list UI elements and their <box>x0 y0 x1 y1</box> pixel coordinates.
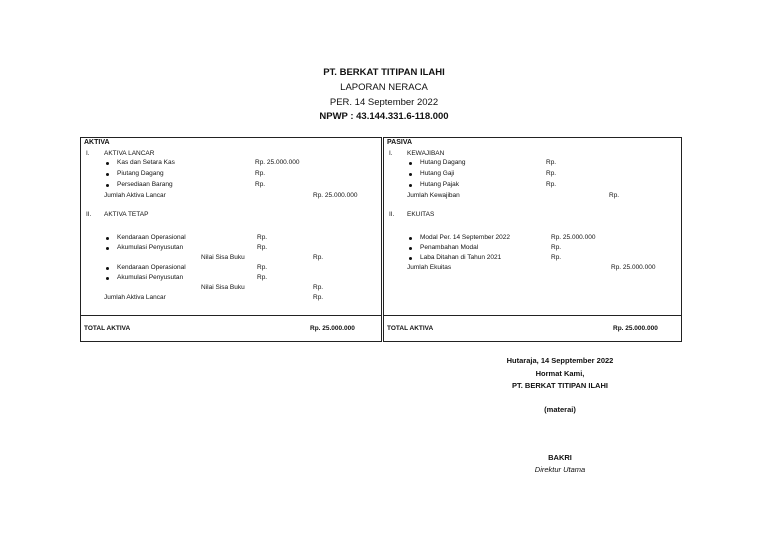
aktiva-tetap-item-label: Akumulasi Penyusutan <box>117 244 184 251</box>
pasiva-heading: PASIVA <box>387 139 413 146</box>
aktiva-lancar-num: I. <box>86 150 90 157</box>
bullet-icon <box>409 162 412 165</box>
ekuitas-total-label: Jumlah Ekuitas <box>407 264 452 271</box>
aktiva-total-row <box>80 315 382 316</box>
ekuitas-item-label: Laba Ditahan di Tahun 2021 <box>420 254 502 261</box>
bullet-icon <box>106 267 109 270</box>
bullet-icon <box>409 237 412 240</box>
nilai-sisa-buku-value: Rp. <box>313 254 324 261</box>
kewajiban-num: I. <box>389 150 393 157</box>
report-period: PER. 14 September 2022 <box>329 97 439 108</box>
aktiva-tetap-total-label: Jumlah Aktiva Lancar <box>104 294 166 301</box>
aktiva-lancar-total-label: Jumlah Aktiva Lancar <box>104 192 166 199</box>
signature-place-date: Hutaraja, 14 Sepptember 2022 <box>506 356 614 365</box>
kewajiban-item-value: Rp. <box>546 170 557 177</box>
nilai-sisa-buku-label: Nilai Sisa Buku <box>201 284 245 291</box>
kewajiban-item-value: Rp. <box>546 159 557 166</box>
aktiva-lancar-item-value: Rp. <box>255 181 266 188</box>
total-aktiva-label: TOTAL AKTIVA <box>84 325 131 332</box>
kewajiban-item-label: Hutang Pajak <box>420 181 460 188</box>
nilai-sisa-buku-value: Rp. <box>313 284 324 291</box>
kewajiban-item-label: Hutang Gaji <box>420 170 455 177</box>
aktiva-lancar-total-value: Rp. 25.000.000 <box>313 192 358 199</box>
kewajiban-item-value: Rp. <box>546 181 557 188</box>
aktiva-tetap-title: AKTIVA TETAP <box>104 211 149 218</box>
kewajiban-title: KEWAJIBAN <box>407 150 445 157</box>
aktiva-tetap-item-value: Rp. <box>257 234 268 241</box>
aktiva-tetap-item-value: Rp. <box>257 264 268 271</box>
bullet-icon <box>106 162 109 165</box>
aktiva-lancar-title: AKTIVA LANCAR <box>104 150 155 157</box>
bullet-icon <box>409 173 412 176</box>
signer-position: Direktur Utama <box>534 465 586 474</box>
pasiva-total-row <box>383 315 682 316</box>
aktiva-tetap-item-value: Rp. <box>257 274 268 281</box>
ekuitas-item-label: Penambahan Modal <box>420 244 479 251</box>
aktiva-heading: AKTIVA <box>84 139 110 146</box>
aktiva-tetap-num: II. <box>86 211 92 218</box>
kewajiban-item-label: Hutang Dagang <box>420 159 466 166</box>
company-title: PT. BERKAT TITIPAN ILAHI <box>323 67 445 78</box>
total-aktiva-value: Rp. 25.000.000 <box>310 325 355 332</box>
ekuitas-item-label: Modal Per. 14 September 2022 <box>420 234 510 241</box>
aktiva-tetap-item-value: Rp. <box>257 244 268 251</box>
aktiva-tetap-total-value: Rp. <box>313 294 324 301</box>
aktiva-tetap-item-label: Kendaraan Operasional <box>117 234 186 241</box>
aktiva-lancar-item-label: Piutang Dagang <box>117 170 164 177</box>
aktiva-tetap-item-label: Akumulasi Penyusutan <box>117 274 184 281</box>
signature-greeting: Hormat Kami, <box>535 369 585 378</box>
aktiva-lancar-item-label: Persediaan Barang <box>117 181 173 188</box>
ekuitas-total-value: Rp. 25.000.000 <box>611 264 656 271</box>
kewajiban-total-value: Rp. <box>609 192 620 199</box>
aktiva-lancar-item-label: Kas dan Setara Kas <box>117 159 175 166</box>
total-pasiva-value: Rp. 25.000.000 <box>613 325 658 332</box>
aktiva-lancar-item-value: Rp. <box>255 170 266 177</box>
report-title: LAPORAN NERACA <box>340 82 428 93</box>
aktiva-tetap-item-label: Kendaraan Operasional <box>117 264 186 271</box>
npwp: NPWP : 43.144.331.6-118.000 <box>319 111 449 122</box>
bullet-icon <box>106 277 109 280</box>
kewajiban-total-label: Jumlah Kewajiban <box>407 192 460 199</box>
bullet-icon <box>106 173 109 176</box>
nilai-sisa-buku-label: Nilai Sisa Buku <box>201 254 245 261</box>
bullet-icon <box>409 257 412 260</box>
materai-label: (materai) <box>544 405 576 414</box>
ekuitas-title: EKUITAS <box>407 211 435 218</box>
ekuitas-num: II. <box>389 211 395 218</box>
ekuitas-item-value: Rp. <box>551 244 562 251</box>
signature-company: PT. BERKAT TITIPAN ILAHI <box>512 381 608 390</box>
bullet-icon <box>409 184 412 187</box>
ekuitas-item-value: Rp. 25.000.000 <box>551 234 596 241</box>
bullet-icon <box>106 184 109 187</box>
bullet-icon <box>106 247 109 250</box>
aktiva-lancar-item-value: Rp. 25.000.000 <box>255 159 300 166</box>
bullet-icon <box>409 247 412 250</box>
bullet-icon <box>106 237 109 240</box>
ekuitas-item-value: Rp. <box>551 254 562 261</box>
signer-name: BAKRI <box>548 453 572 462</box>
total-pasiva-label: TOTAL AKTIVA <box>387 325 434 332</box>
